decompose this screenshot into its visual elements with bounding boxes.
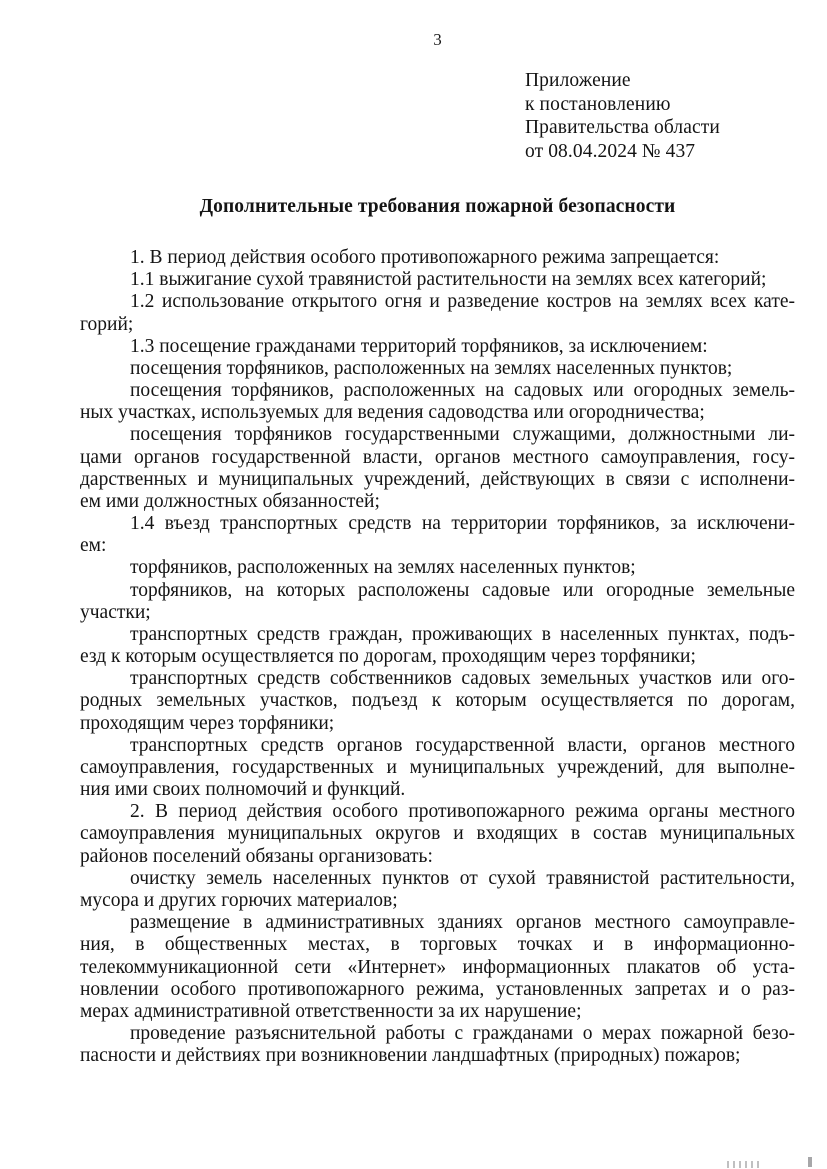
document-body <box>80 247 795 1067</box>
text-line: транспортных средств граждан, проживающих в населенных пунктах, подъ- <box>130 623 795 645</box>
text-line: 1. В период действия особого противопожарного режима запрещается: <box>130 247 720 268</box>
text-line: ния ими своих полномочий и функций. <box>80 779 406 801</box>
text-line: торфяников, на которых расположены садовые или огородные земельные <box>130 579 795 601</box>
text-line: 1.3 посещение гражданами территорий торфяников, за исключением: <box>130 335 708 357</box>
text-line: 2. В период действия особого противопожарного режима органы местного <box>130 801 795 823</box>
scan-artifact <box>808 1157 812 1167</box>
text-line: торфяников, расположенных на землях населенных пунктов; <box>130 557 636 579</box>
text-line: транспортных средств органов государственной власти, органов местного <box>130 734 795 756</box>
text-line: посещения торфяников, расположенных на землях населенных пунктов; <box>130 357 733 379</box>
annex-line: к постановлению <box>525 93 671 115</box>
page-number: 3 <box>433 30 442 49</box>
text-line: проведение разъяснительной работы с гражданами о мерах пожарной безо- <box>130 1023 795 1045</box>
text-line: новлении особого противопожарного режима, установленных запретах и о раз- <box>80 978 795 1000</box>
text-line: дарственных и муниципальных учреждений, действующих в связи с исполнени- <box>80 468 795 490</box>
text-line: 1.4 въезд транспортных средств на территории торфяников, за исключени- <box>130 513 795 535</box>
text-line: посещения торфяников, расположенных на садовых или огородных земель- <box>130 380 795 402</box>
document-title: Дополнительные требования пожарной безопасности <box>199 196 676 217</box>
text-line: ем ими должностных обязанностей; <box>80 490 380 512</box>
annex-block <box>525 69 720 163</box>
text-line: мерах административной ответственности за их нарушение; <box>80 1000 582 1022</box>
text-line: самоуправления, государственных и муниципальных учреждений, для выполне- <box>80 756 795 778</box>
text-line: родных земельных участков, подъезд к которым осуществляется по дорогам, <box>80 690 795 712</box>
text-line: самоуправления муниципальных округов и входящих в состав муниципальных <box>80 823 795 845</box>
text-line: цами органов государственной власти, органов местного самоуправления, госу- <box>80 446 795 468</box>
scan-artifact <box>727 1161 760 1168</box>
annex-line: Правительства области <box>525 117 720 139</box>
text-line: телекоммуникационной сети «Интернет» информационных плакатов об уста- <box>80 956 795 978</box>
text-line: мусора и других горючих материалов; <box>80 889 398 911</box>
text-line: проходящим через торфяники; <box>80 712 335 734</box>
annex-line: от 08.04.2024 № 437 <box>525 140 696 162</box>
text-line: 1.2 использование открытого огня и разведение костров на землях всех кате- <box>130 291 795 313</box>
text-line: размещение в административных зданиях органов местного самоуправле- <box>130 912 795 934</box>
annex-line: Приложение <box>525 70 631 91</box>
text-line: районов поселений обязаны организовать: <box>80 845 433 867</box>
text-line: горий; <box>80 313 134 335</box>
text-line: ем: <box>80 535 107 557</box>
text-line: транспортных средств собственников садовых земельных участков или ого- <box>130 668 795 690</box>
text-line: пасности и действиях при возникновении ландшафтных (природных) пожаров; <box>80 1045 741 1067</box>
text-line: очистку земель населенных пунктов от сухой травянистой растительности, <box>130 867 795 889</box>
text-line: ных участках, используемых для ведения садоводства или огородничества; <box>80 402 705 424</box>
text-line: 1.1 выжигание сухой травянистой растительности на землях всех категорий; <box>130 269 767 291</box>
text-line: ния, в общественных местах, в торговых точках и в информационно- <box>80 934 795 956</box>
text-line: участки; <box>80 601 151 623</box>
text-line: посещения торфяников государственными служащими, должностными ли- <box>130 424 795 446</box>
text-line: езд к которым осуществляется по дорогам, проходящим через торфяники; <box>80 646 696 668</box>
